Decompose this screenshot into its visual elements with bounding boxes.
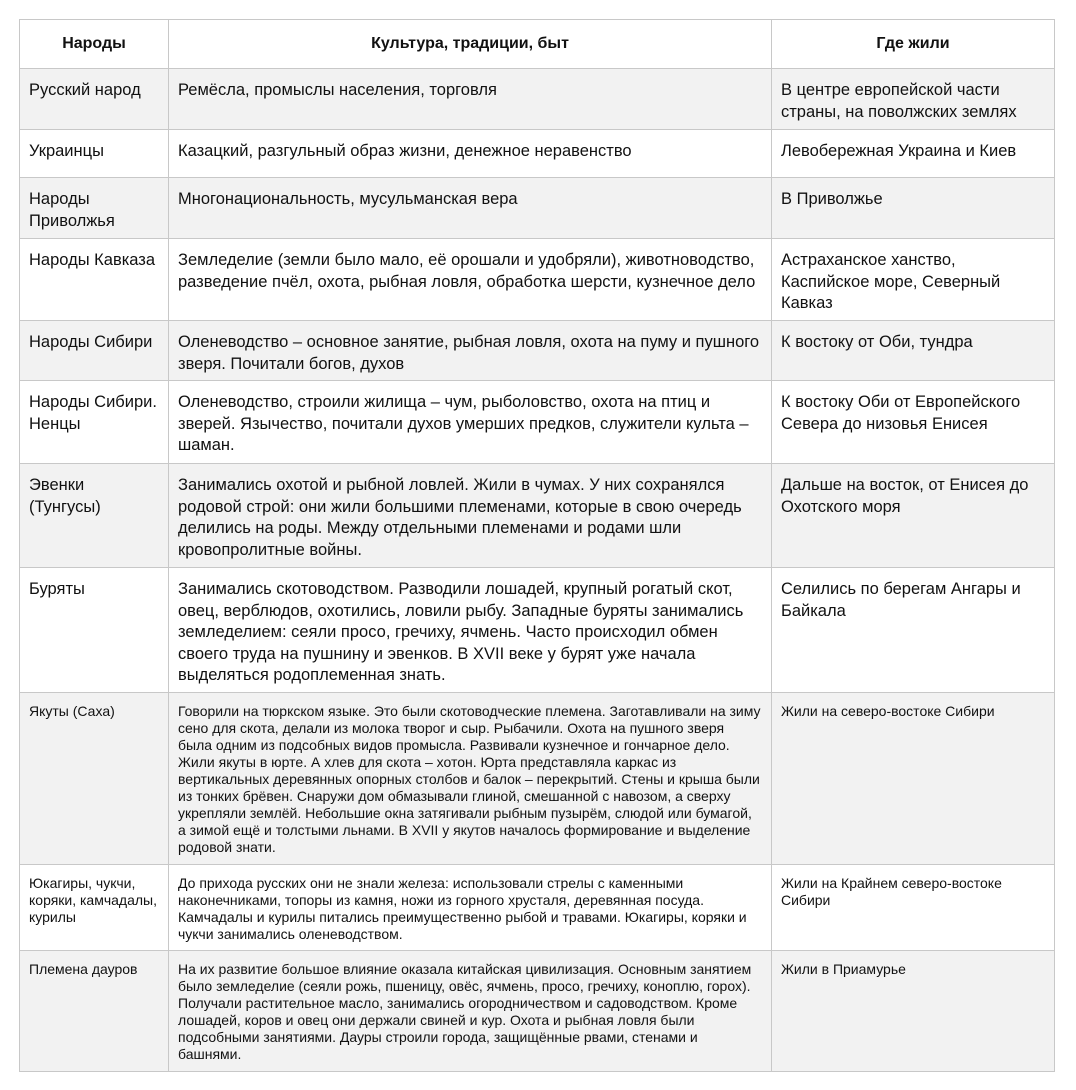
cell-people: Буряты (20, 568, 169, 693)
cell-culture: Многонациональность, мусульманская вера (169, 178, 772, 239)
table-row (20, 321, 1055, 381)
cell-location: Левобережная Украина и Киев (772, 130, 1055, 178)
table-row (20, 951, 1055, 1072)
cell-culture: Оленеводство – основное занятие, рыбная ловля, охота на пуму и пушного зверя. Почитали богов, духов (169, 321, 772, 381)
cell-culture: Занимались скотоводством. Разводили лошадей, крупный рогатый скот, овец, верблюдов, охотились, ловили рыбу. Западные буряты занимались земледелием: сеяли просо, гречиху, ячмень. Часто происходил обмен своего труда на пушнину и эвенков. В XVII веке у бурят уже начала выделяться родоплеменная знать. (169, 568, 772, 693)
table-row (20, 464, 1055, 568)
cell-people: Народы Сибири. Ненцы (20, 381, 169, 464)
table-row (20, 130, 1055, 178)
cell-people: Народы Сибири (20, 321, 169, 381)
cell-culture: На их развитие большое влияние оказала китайская цивилизация. Основным занятием было земледелие (сеяли рожь, пшеницу, овёс, ячмень, просо, гречиху, коноплю, горох). Получали растительное масло, занимались огородничеством и садоводством. Кроме лошадей, коров и овец они держали свиней и кур. Охота и рыбная ловля были подсобными занятиями. Дауры строили города, защищённые рвами, стенами и башнями. (169, 951, 772, 1072)
cell-culture: Земледелие (земли было мало, её орошали и удобряли), животноводство, разведение пчёл, охота, рыбная ловля, обработка шерсти, кузнечное дело (169, 239, 772, 321)
cell-location: Селились по берегам Ангары и Байкала (772, 568, 1055, 693)
cell-location: Жили на северо-востоке Сибири (772, 693, 1055, 865)
cell-location: В центре европейской части страны, на поволжских землях (772, 69, 1055, 130)
cell-location: К востоку от Оби, тундра (772, 321, 1055, 381)
table-row (20, 568, 1055, 693)
ethnography-table (19, 19, 1055, 1072)
table-row (20, 865, 1055, 951)
cell-people: Юкагиры, чукчи, коряки, камчадалы, курилы (20, 865, 169, 951)
cell-location: К востоку Оби от Европейского Севера до низовья Енисея (772, 381, 1055, 464)
cell-people: Племена дауров (20, 951, 169, 1072)
cell-location: В Приволжье (772, 178, 1055, 239)
cell-culture: Оленеводство, строили жилища – чум, рыболовство, охота на птиц и зверей. Язычество, почитали духов умерших предков, служители культа – шаман. (169, 381, 772, 464)
cell-culture: До прихода русских они не знали железа: использовали стрелы с каменными наконечниками, топоры из камня, ножи из горного хрусталя, деревянная посуда. Камчадалы и курилы питались преимущественно рыбой и травами. Юкагиры, коряки и чукчи занимались оленеводством. (169, 865, 772, 951)
cell-culture: Занимались охотой и рыбной ловлей. Жили в чумах. У них сохранялся родовой строй: они жили большими племенами, которые в свою очередь делились на роды. Между отдельными племенами и родами шли кровопролитные войны. (169, 464, 772, 568)
header-peoples: Народы (20, 20, 169, 69)
cell-culture: Говорили на тюркском языке. Это были скотоводческие племена. Заготавливали на зиму сено для скота, делали из молока творог и сыр. Рыбачили. Охота на пушного зверя была одним из подсобных видов промысла. Развивали кузнечное и гончарное дело. Жили якуты в юрте. А хлев для скота – хотон. Юрта представляла каркас из вертикальных деревянных опорных столбов и балок – перекрытий. Стены и крыша были из тонких брёвен. Снаружи дом обмазывали глиной, смешанной с навозом, а сверху укрепляли землёй. Небольшие окна затягивали рыбным пузырём, слюдой или бумагой, а зимой ещё и толстыми льнами. В XVII у якутов началось формирование и выделение родовой знати. (169, 693, 772, 865)
cell-people: Народы Кавказа (20, 239, 169, 321)
table-row (20, 381, 1055, 464)
cell-location: Астраханское ханство, Каспийское море, Северный Кавказ (772, 239, 1055, 321)
cell-culture: Казацкий, разгульный образ жизни, денежное неравенство (169, 130, 772, 178)
cell-location: Дальше на восток, от Енисея до Охотского моря (772, 464, 1055, 568)
cell-people: Украинцы (20, 130, 169, 178)
cell-culture: Ремёсла, промыслы населения, торговля (169, 69, 772, 130)
cell-location: Жили в Приамурье (772, 951, 1055, 1072)
cell-location: Жили на Крайнем северо-востоке Сибири (772, 865, 1055, 951)
table-row (20, 69, 1055, 130)
table-row (20, 239, 1055, 321)
cell-people: Якуты (Саха) (20, 693, 169, 865)
table-row (20, 693, 1055, 865)
cell-people: Народы Приволжья (20, 178, 169, 239)
header-culture: Культура, традиции, быт (169, 20, 772, 69)
cell-people: Русский народ (20, 69, 169, 130)
table-row (20, 178, 1055, 239)
header-location: Где жили (772, 20, 1055, 69)
cell-people: Эвенки (Тунгусы) (20, 464, 169, 568)
table-header-row (20, 20, 1055, 69)
